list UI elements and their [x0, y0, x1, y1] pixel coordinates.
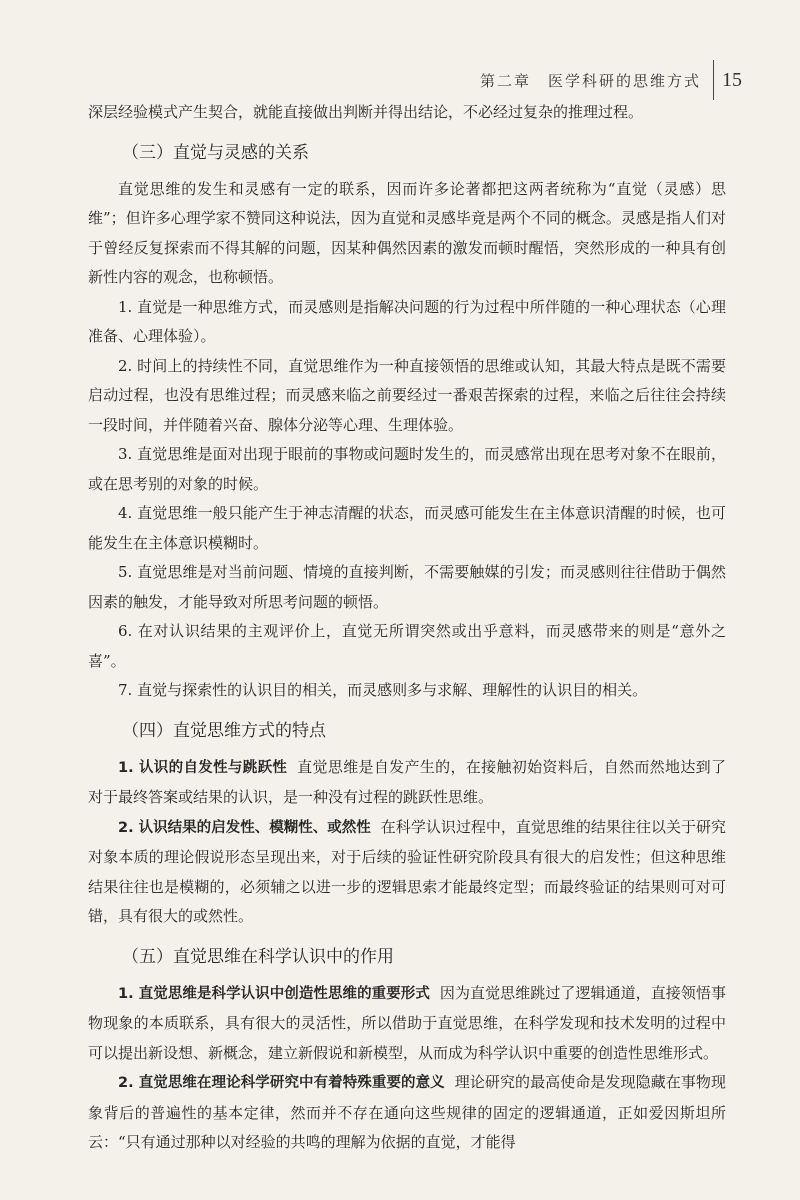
body-text — [88, 98, 726, 1158]
list-item: 6. 在对认识结果的主观评价上，直觉无所谓突然或出乎意料，而灵感带来的则是“意外之喜”。 — [88, 622, 726, 670]
item-text: 因为直觉思维跳过了逻辑通道，直接领悟事物现象的本质联系，具有很大的灵活性，所以借助于直觉思维，在科学发现和技术发明的过程中可以提出新设想、新概念，建立新假说和新模型，从而成为科学认识中重要的创造性思维形式。 — [88, 983, 726, 1062]
running-header — [400, 60, 742, 100]
list-item — [88, 813, 726, 932]
list-item: 1. 直觉是一种思维方式，而灵感则是指解决问题的行为过程中所伴随的一种心理状态（心理准备、心理体验）。 — [88, 297, 726, 345]
header-divider — [713, 60, 714, 100]
section-heading-characteristics: （四）直觉思维方式的特点 — [122, 720, 326, 741]
list-item: 4. 直觉思维一般只能产生于神志清醒的状态，而灵感可能发生在主体意识清醒的时候，也可能发生在主体意识模糊时。 — [88, 504, 726, 552]
paragraph: 直觉思维的发生和灵感有一定的联系，因而许多论著都把这两者统称为“直觉（灵感）思维”；但许多心理学家不赞同这种说法，因为直觉和灵感毕竟是两个不同的概念。灵感是指人们对于曾经反复探索而不得其解的问题，因某种偶然因素的激发而顿时醒悟，突然形成的一种具有创新性内容的观念，也称顿悟。 — [88, 179, 726, 286]
page-number: 15 — [722, 68, 742, 91]
section-heading-intuition-inspiration: （三）直觉与灵感的关系 — [122, 142, 309, 163]
item-text: 理论研究的最高使命是发现隐藏在事物现象背后的普遍性的基本定律，然而并不存在通向这些规律的固定的逻辑通道，正如爱因斯坦所云：“只有通过那种以对经验的共鸣的理解为依据的直觉，才能得 — [88, 1073, 726, 1151]
item-lead: 2. 直觉思维在理论科学研究中有着特殊重要的意义 — [118, 1075, 445, 1091]
list-item: 5. 直觉思维是对当前问题、情境的直接判断，不需要触媒的引发；而灵感则往往借助于偶然因素的触发，才能导致对所思考问题的顿悟。 — [88, 563, 726, 611]
list-item — [88, 979, 726, 1069]
list-item: 7. 直觉与探索性的认识目的相关，而灵感则多与求解、理解性的认识目的相关。 — [118, 681, 648, 699]
item-text: 在科学认识过程中，直觉思维的结果往往以关于研究对象本质的理论假说形态呈现出来，对于后续的验证性研究阶段具有很大的启发性；但这种思维结果往往也是模糊的，必须辅之以进一步的逻辑思索才能最终定型；而最终验证的结果则可对可错，具有很大的或然性。 — [88, 817, 726, 925]
item-text: 直觉思维是自发产生的，在接触初始资料后，自然而然地达到了对于最终答案或结果的认识，是一种没有过程的跳跃性思维。 — [88, 757, 726, 806]
section-heading-role: （五）直觉思维在科学认识中的作用 — [122, 946, 394, 967]
list-item — [88, 1068, 726, 1158]
chapter-title: 第二章 医学科研的思维方式 — [479, 71, 701, 90]
continued-paragraph: 深层经验模式产生契合，就能直接做出判断并得出结论，不必经过复杂的推理过程。 — [88, 103, 644, 121]
item-lead: 1. 直觉思维是科学认识中创造性思维的重要形式 — [118, 985, 430, 1002]
item-lead: 1. 认识的自发性与跳跃性 — [118, 759, 288, 776]
item-lead: 2. 认识结果的启发性、模糊性、或然性 — [118, 819, 371, 836]
list-item — [88, 753, 726, 813]
list-item: 2. 时间上的持续性不同，直觉思维作为一种直接领悟的思维或认知，其最大特点是既不需要启动过程，也没有思维过程；而灵感来临之前要经过一番艰苦探索的过程，来临之后往往会持续一段时间，并伴随着兴奋、腺体分泌等心理、生理体验。 — [88, 356, 726, 434]
list-item: 3. 直觉思维是面对出现于眼前的事物或问题时发生的，而灵感常出现在思考对象不在眼前，或在思考别的对象的时候。 — [88, 445, 726, 493]
